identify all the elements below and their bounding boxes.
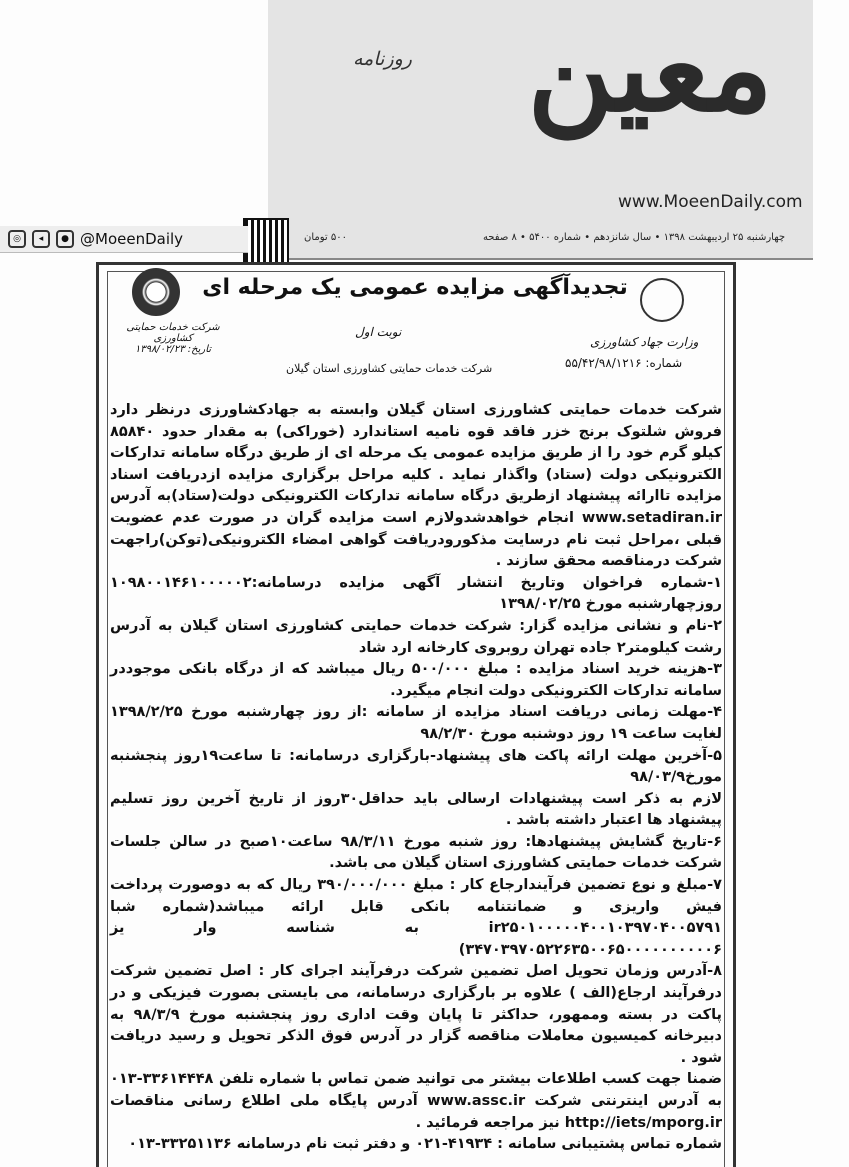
paragraph-intro: شرکت خدمات حمایتی کشاورزی استان گیلان وابسته به جهادکشاورزی درنظر دارد فروش شلتوک برنج خزر فاقد قوه نامیه استاندارد (خوراکی) به مقدار حدود ۸۵۸۴۰ کیلو گرم خود را از طریق مزایده عمومی یک مرحله ای از طریق درگاه سامانه تدارکات الکترونیکی دولت (ستاد) واگذار نماید . کلیه مراحل برگزاری مزایده ازدریافت اسناد مزایده تاارائه پیشنهاد ازطریق درگاه سامانه تدارکات الکترونیکی دولت(ستاد)به آدرس www.setadiran.ir انجام خواهدشدولازم است مزایده گران در صورت عدم عضویت قبلی ،مراحل ثبت نام درسایت مذکورودریافت گواهی امضاء الکترونیکی(توکن)راجهت شرکت درمناقصه محقق سازند . [110, 402, 722, 570]
newspaper-subtitle: روزنامه [353, 48, 412, 70]
company-sign: شرکت خدمات حمایتی کشاورزی استان گیلان [286, 362, 493, 375]
paragraph-item-3: ۳-هزینه خرید اسناد مزایده : مبلغ ۵۰۰/۰۰۰ ریال میباشد که از درگاه بانکی موجوددر سامانه تدارکات الکترونیکی دولت انجام میگیرد. [110, 661, 723, 699]
ministry-name: وزارت جهاد کشاورزی [590, 335, 699, 349]
paragraph-item-5: ۵-آخرین مهلت ارائه پاکت های پیشنهاد-بارگزاری درسامانه: تا ساعت۱۹روز پنجشنبه مورخ۹۸/۰۳/۹ [110, 747, 722, 786]
paragraph-item-8: ۸-آدرس وزمان تحویل اصل تضمین شرکت درفرآیند اجرای کار : اصل تضمین شرکت درفرآیند ارجاع(الف ) علاوه بر بارگزاری درسامانه، می بایستی بصورت فیزیکی و در پاکت در بسته وممهور، حداکثر تا پایان وقت اداری روز پنجشنبه مورخ ۹۸/۳/۹ به دبیرخانه کمیسیون معاملات مناقصه گزار در آدرس فوق الذکر تحویل و رسید دریافت شود . [110, 963, 722, 1066]
paragraph-item-6: ۶-تاریخ گشایش پیشنهادها: روز شنبه مورخ ۹۸/۳/۱۱ ساعت۱۰صبح در سالن جلسات شرکت خدمات حمایتی کشاورزی استان گیلان می باشد. [110, 833, 722, 872]
notice-number: شماره: ۵۵/۴۲/۹۸/۱۲۱۶ [565, 356, 683, 370]
paragraph-support: شماره تماس پشتیبانی سامانه : ۴۱۹۳۴-۰۲۱ و دفتر ثبت نام درسامانه ۳۳۲۵۱۱۳۶-۰۱۳ [128, 1136, 722, 1153]
social-bar [0, 226, 248, 253]
website-link[interactable]: www.MoeenDaily.com [618, 192, 803, 212]
paragraph-item-4: ۴-مهلت زمانی دریافت اسناد مزایده از سامانه :از روز چهارشنبه مورخ ۱۳۹۸/۲/۲۵ لغایت ساعت ۱۹ روز دوشنبه مورخ ۹۸/۲/۳۰ [110, 704, 722, 742]
paragraph-item-2: ۲-نام و نشانی مزایده گزار: شرکت خدمات حمایتی کشاورزی استان گیلان به آدرس رشت کیلومتر۲ جاده تهران روبروی کارخانه ارد شاد [110, 617, 722, 656]
paragraph-item-1: ۱-شماره فراخوان وتاریخ انتشار آگهی مزایده درسامانه:۱۰۹۸۰۰۱۴۶۱۰۰۰۰۰۲ روزچهارشنبه مورخ ۱۳۹۸/۰۲/۲۵ [110, 574, 722, 613]
twitter-icon: ● [56, 230, 74, 248]
stamp-company: شرکت خدمات حمایتی کشاورزی [126, 322, 220, 344]
issue-info: چهارشنبه ۲۵ اردیبهشت ۱۳۹۸ • سال شانزدهم • شماره ۵۴۰۰ • ۸ صفحه [482, 232, 785, 243]
paragraph-contact: ضمنا جهت کسب اطلاعات بیشتر می توانید ضمن تماس با شماره تلفن ۳۳۶۱۴۴۴۸-۰۱۳ به آدرس اینترنتی شرکت www.assc.ir آدرس پایگاه ملی اطلاع رسانی مناقصات http://iets/mporg.ir نیز مراجعه فرمائید . [110, 1071, 722, 1131]
newspaper-masthead [268, 0, 813, 260]
price: ۵۰۰ تومان [304, 232, 347, 243]
social-handle: @MoeenDaily [80, 230, 184, 248]
newspaper-logo: معین [527, 0, 773, 138]
paragraph-note: لازم به ذکر است پیشنهادات ارسالی باید حداقل۳۰روز از تاریخ آخرین روز تسلیم پیشنهاد ها اعتبار داشته باشد . [110, 790, 722, 829]
paragraph-item-7: ۷-مبلغ و نوع تضمین فرآیندارجاع کار : مبلغ ۳۹۰/۰۰۰/۰۰۰ ریال که به دوصورت پرداخت فیش واریزی و ضمانتنامه بانکی قابل ارائه میباشد(شماره شبا ir۲۵۰۱۰۰۰۰۰۴۰۰۱۰۳۹۷۰۴۰۰۵۷۹۱ به شناسه وار یز ۳۴۷۰۳۹۷۰۵۲۲۶۳۵۰۰۶۵۰۰۰۰۰۰۰۰۰۰۶) [110, 877, 722, 958]
notice-body [110, 400, 722, 1156]
notice-title: تجدیدآگهی مزایده عمومی یک مرحله ای [202, 275, 628, 300]
telegram-icon: ◂ [32, 230, 50, 248]
instagram-icon: ◎ [8, 230, 26, 248]
stamp-date: تاریخ: ۱۳۹۸/۰۲/۲۳ [134, 344, 212, 355]
notice-round: نوبت اول [355, 325, 402, 339]
qr-code-icon [243, 218, 289, 264]
company-stamp [118, 322, 228, 355]
